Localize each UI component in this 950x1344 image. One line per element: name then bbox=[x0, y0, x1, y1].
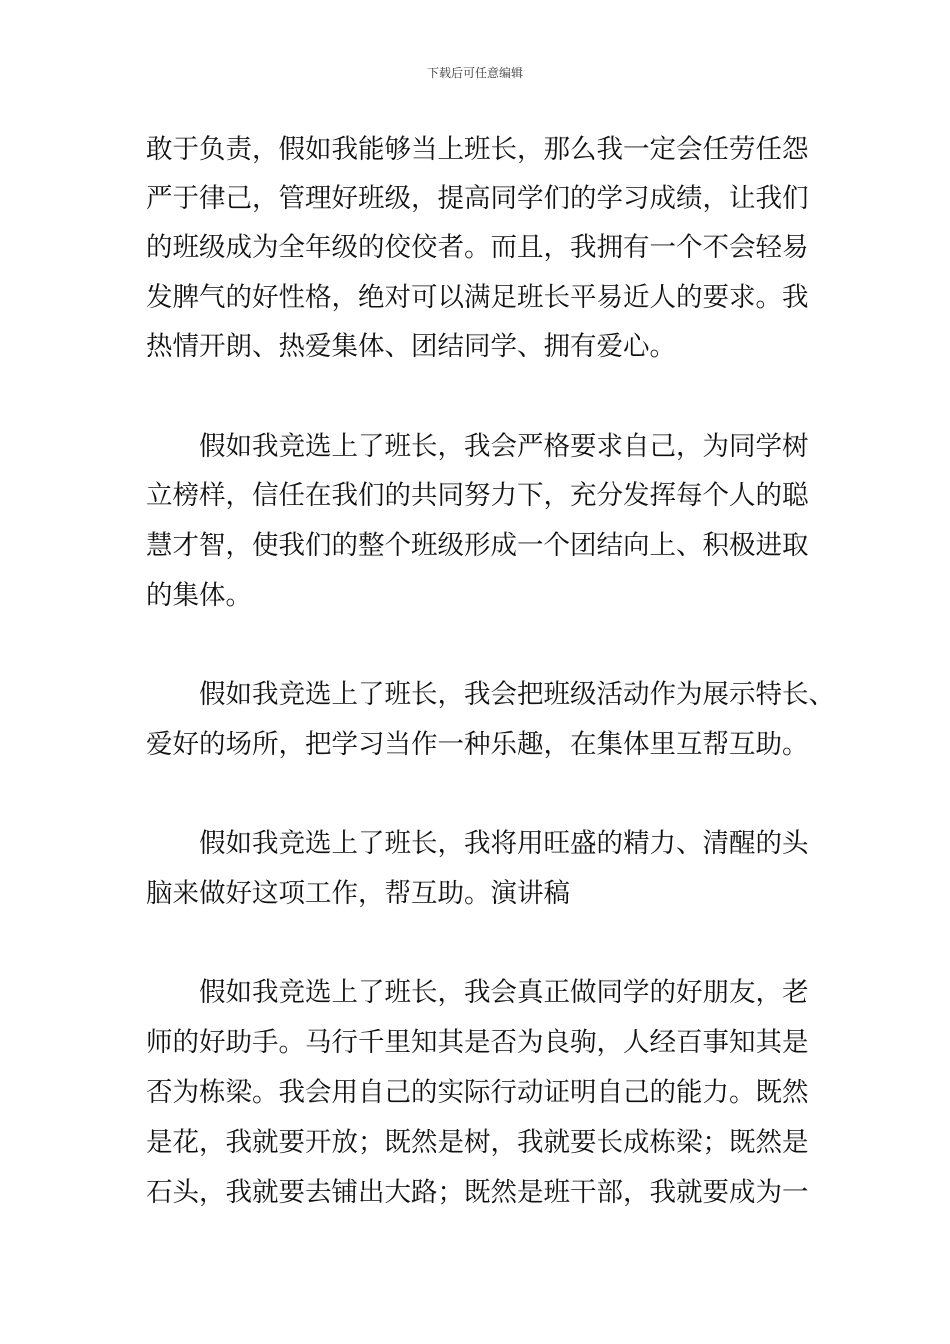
text-line: 热情开朗、热爱集体、团结同学、拥有爱心。 bbox=[146, 331, 676, 362]
text-line: 石头，我就要去铺出大路；既然是班干部，我就要成为一 bbox=[146, 1177, 809, 1208]
text-line: 脑来做好这项工作，帮互助。演讲稿 bbox=[146, 878, 570, 909]
text-line: 假如我竞选上了班长，我会严格要求自己，为同学树 bbox=[146, 431, 809, 462]
text-line: 的集体。 bbox=[146, 580, 252, 611]
text-line: 假如我竞选上了班长，我会真正做同学的好朋友，老 bbox=[146, 977, 809, 1008]
text-line: 假如我竞选上了班长，我会把班级活动作为展示特长、 bbox=[146, 679, 835, 710]
text-line: 发脾气的好性格，绝对可以满足班长平易近人的要求。我 bbox=[146, 282, 809, 313]
text-line: 敢于负责，假如我能够当上班长，那么我一定会任劳任怨 bbox=[146, 134, 809, 165]
text-line: 立榜样，信任在我们的共同努力下，充分发挥每个人的聪 bbox=[146, 480, 809, 511]
text-line: 否为栋梁。我会用自己的实际行动证明自己的能力。既然 bbox=[146, 1077, 809, 1108]
page-header: 下载后可任意编辑 bbox=[426, 66, 523, 80]
text-line: 爱好的场所，把学习当作一种乐趣，在集体里互帮互助。 bbox=[146, 729, 809, 760]
text-line: 慧才智，使我们的整个班级形成一个团结向上、积极进取 bbox=[146, 530, 809, 561]
text-line: 师的好助手。马行千里知其是否为良驹，人经百事知其是 bbox=[146, 1027, 809, 1058]
text-line: 严于律己，管理好班级，提高同学们的学习成绩，让我们 bbox=[146, 183, 809, 214]
text-line: 的班级成为全年级的佼佼者。而且，我拥有一个不会轻易 bbox=[146, 232, 809, 263]
text-line: 假如我竞选上了班长，我将用旺盛的精力、清醒的头 bbox=[146, 828, 809, 859]
text-line: 是花，我就要开放；既然是树，我就要长成栋梁；既然是 bbox=[146, 1127, 809, 1158]
